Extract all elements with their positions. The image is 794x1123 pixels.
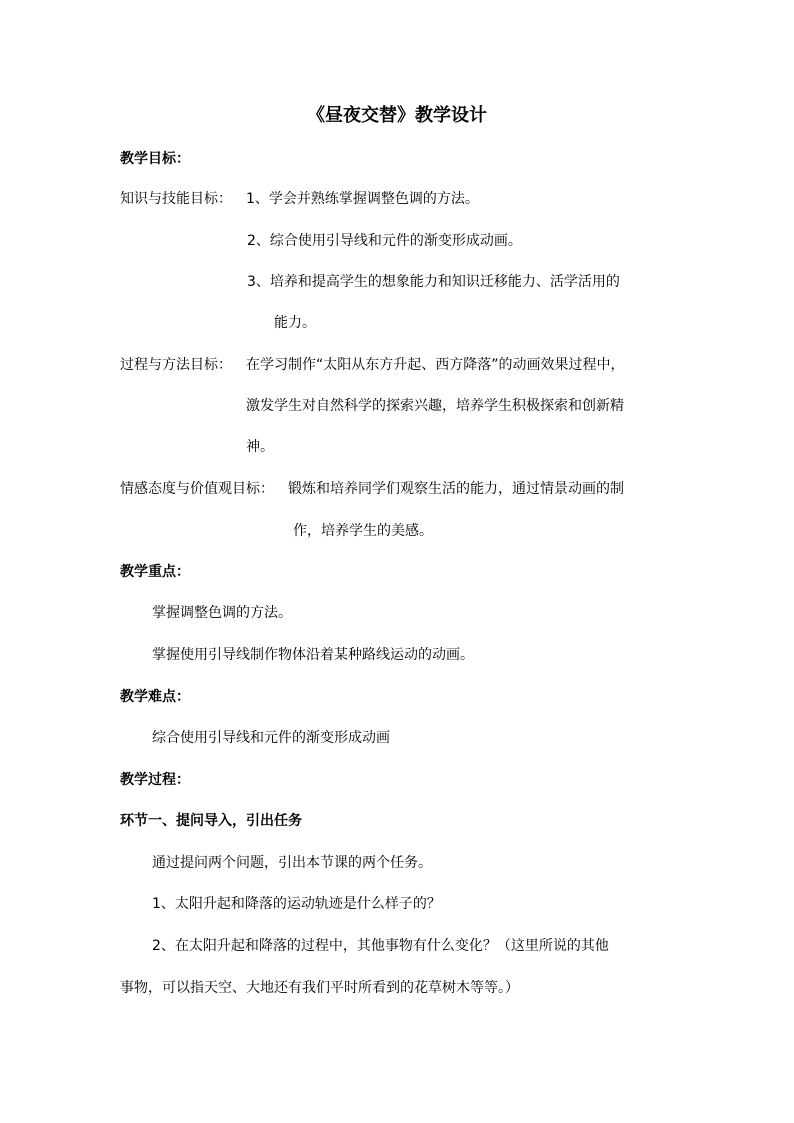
process-line-2: 激发学生对自然科学的探索兴趣，培养学生积极探索和创新精 <box>246 398 624 414</box>
knowledge-label: 知识与技能目标： <box>120 191 232 207</box>
question-2-line-2: 事物，可以指天空、大地还有我们平时所看到的花草树木等等。） <box>120 980 519 996</box>
key-points-heading: 教学重点： <box>120 564 190 580</box>
question-1: 1、太阳升起和降落的运动轨迹是什么样子的？ <box>152 896 441 912</box>
knowledge-item-2: 2、综合使用引导线和元件的渐变形成动画。 <box>247 233 522 249</box>
step-1-intro: 通过提问两个问题，引出本节课的两个任务。 <box>152 855 432 871</box>
difficulties-heading: 教学难点： <box>120 689 190 705</box>
question-2-line-1: 2、在太阳升起和降落的过程中，其他事物有什么变化？（这里所说的其他 <box>152 938 609 954</box>
difficulty-1: 综合使用引导线和元件的渐变形成动画 <box>152 730 390 746</box>
knowledge-item-1: 1、学会并熟练掌握调整色调的方法。 <box>246 191 479 207</box>
teaching-process-heading: 教学过程： <box>120 772 190 788</box>
emotion-line-1: 锻炼和培养同学们观察生活的能力，通过情景动画的制 <box>288 481 624 497</box>
emotion-line-2: 作，培养学生的美感。 <box>293 523 433 539</box>
key-point-2: 掌握使用引导线制作物体沿着某种路线运动的动画。 <box>152 647 474 663</box>
key-point-1: 掌握调整色调的方法。 <box>152 605 292 621</box>
process-label: 过程与方法目标： <box>120 357 232 373</box>
knowledge-item-3-line-2: 能力。 <box>274 315 316 331</box>
process-line-1: 在学习制作“太阳从东方升起、西方降落”的动画效果过程中， <box>246 357 625 373</box>
step-1-heading: 环节一、提问导入，引出任务 <box>120 813 302 829</box>
knowledge-item-3-line-1: 3、培养和提高学生的想象能力和知识迁移能力、活学活用的 <box>247 274 620 290</box>
process-line-3: 神。 <box>246 439 274 455</box>
document-title: 《昼夜交替》教学设计 <box>307 105 487 126</box>
emotion-label: 情感态度与价值观目标： <box>120 481 274 497</box>
objectives-heading: 教学目标： <box>120 151 190 167</box>
